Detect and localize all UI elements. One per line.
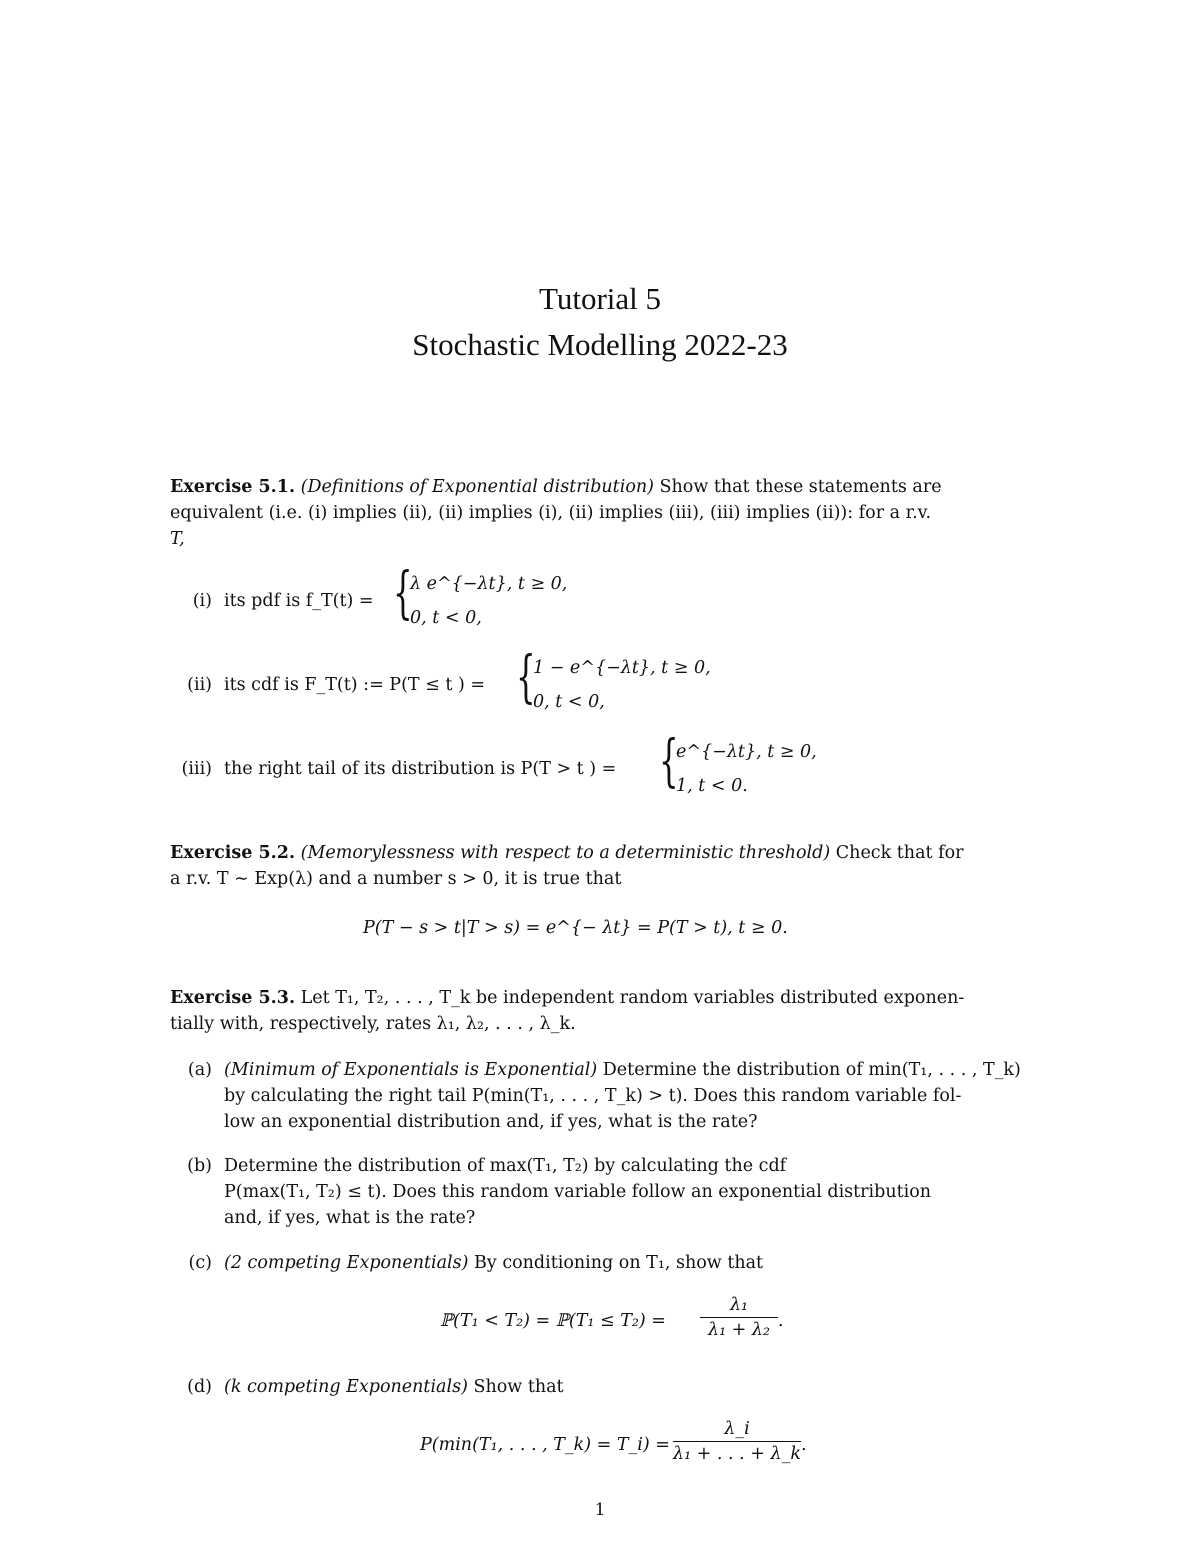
ex3-d-fraction (673, 1419, 801, 1464)
ex1-ii-case1: 1 − e^{−λt}, t ≥ 0, (533, 658, 711, 678)
ex3-a-line1 (224, 1060, 1021, 1080)
brace-icon: { (659, 729, 679, 794)
ex3-heading-line (170, 988, 964, 1008)
ex1-i-label: (i) (192, 591, 212, 611)
ex3-a-line1-rest: Determine the distribution of min(T₁, . . . , T_k) (602, 1060, 1021, 1080)
page-number: 1 (594, 1500, 606, 1520)
ex3-d-numerator: λ_i (724, 1419, 750, 1439)
ex1-topic: (Definitions of Exponential distribution) (300, 477, 654, 497)
fraction-bar (673, 1441, 801, 1442)
ex1-iii-case2: 1, t < 0. (676, 776, 748, 796)
ex1-iii-text: the right tail of its distribution is P(T > t ) = (224, 759, 617, 779)
ex1-line3: T, (170, 529, 185, 549)
ex3-d-tail: . (801, 1435, 807, 1455)
ex3-a-label: (a) (187, 1060, 212, 1080)
ex2-label: Exercise 5.2. (170, 843, 296, 863)
ex3-a-line3: low an exponential distribution and, if yes, what is the rate? (224, 1112, 758, 1132)
ex3-d-denominator: λ₁ + . . . + λ_k (673, 1444, 801, 1464)
page-title: Tutorial 5 (538, 281, 662, 316)
ex3-b-line2: P(max(T₁, T₂) ≤ t). Does this random variable follow an exponential distribution (224, 1182, 932, 1202)
ex2-heading-line (170, 843, 963, 863)
ex3-b-line3: and, if yes, what is the rate? (224, 1208, 476, 1228)
ex3-c-fraction (700, 1295, 778, 1340)
ex3-label: Exercise 5.3. (170, 988, 296, 1008)
ex3-a-topic: (Minimum of Exponentials is Exponential) (224, 1060, 598, 1080)
ex3-d-line1-rest: Show that (473, 1377, 564, 1397)
ex3-c-topic: (2 competing Exponentials) (224, 1253, 469, 1273)
ex1-i-case1: λ e^{−λt}, t ≥ 0, (410, 574, 568, 594)
ex1-line2: equivalent (i.e. (i) implies (ii), (ii) implies (i), (ii) implies (iii), (iii) implies (ii)): for a r.v. (170, 503, 932, 523)
ex2-topic: (Memorylessness with respect to a deterministic threshold) (300, 843, 831, 863)
page-subtitle: Stochastic Modelling 2022-23 (412, 327, 788, 362)
ex2-line1-rest: Check that for (835, 843, 964, 863)
ex1-ii-text: its cdf is F_T(t) := P(T ≤ t ) = (224, 675, 486, 695)
ex3-b-label: (b) (187, 1156, 212, 1176)
ex3-d-formula-lhs: P(min(T₁, . . . , T_k) = T_i) = (420, 1435, 670, 1455)
ex1-iii-case1: e^{−λt}, t ≥ 0, (676, 742, 817, 762)
ex3-c-line1-rest: By conditioning on T₁, show that (474, 1253, 764, 1273)
ex3-c-denominator: λ₁ + λ₂ (707, 1320, 770, 1340)
fraction-bar (700, 1317, 778, 1318)
ex1-i-case2: 0, t < 0, (410, 608, 482, 628)
ex1-ii-case2: 0, t < 0, (533, 692, 605, 712)
ex1-ii-label: (ii) (187, 675, 212, 695)
brace-icon: { (516, 645, 536, 710)
ex3-c-tail: . (778, 1311, 784, 1331)
ex1-iii-label: (iii) (181, 759, 212, 779)
ex3-d-label: (d) (187, 1377, 212, 1397)
ex3-c-label: (c) (188, 1253, 212, 1273)
ex1-line1-rest: Show that these statements are (659, 477, 942, 497)
ex3-d-topic: (k competing Exponentials) (224, 1377, 468, 1397)
ex3-d-line1 (224, 1377, 564, 1397)
ex3-c-formula-lhs: ℙ(T₁ < T₂) = ℙ(T₁ ≤ T₂) = (440, 1311, 666, 1331)
ex3-a-line2: by calculating the right tail P(min(T₁, . . . , T_k) > t). Does this random variable fol- (224, 1086, 962, 1106)
ex1-label: Exercise 5.1. (170, 477, 296, 497)
ex2-formula: P(T − s > t|T > s) = e^{− λt} = P(T > t), t ≥ 0. (363, 918, 788, 938)
ex2-line2: a r.v. T ∼ Exp(λ) and a number s > 0, it is true that (170, 869, 622, 889)
ex3-line1-rest: Let T₁, T₂, . . . , T_k be independent random variables distributed exponen- (300, 988, 965, 1008)
ex1-heading-line (170, 477, 942, 497)
ex1-i-text: its pdf is f_T(t) = (224, 591, 374, 611)
ex3-c-numerator: λ₁ (729, 1295, 749, 1315)
brace-icon: { (393, 561, 413, 626)
ex3-line2: tially with, respectively, rates λ₁, λ₂, . . . , λ_k. (170, 1014, 576, 1034)
ex3-c-line1 (224, 1253, 763, 1273)
ex3-b-line1: Determine the distribution of max(T₁, T₂) by calculating the cdf (224, 1156, 787, 1176)
